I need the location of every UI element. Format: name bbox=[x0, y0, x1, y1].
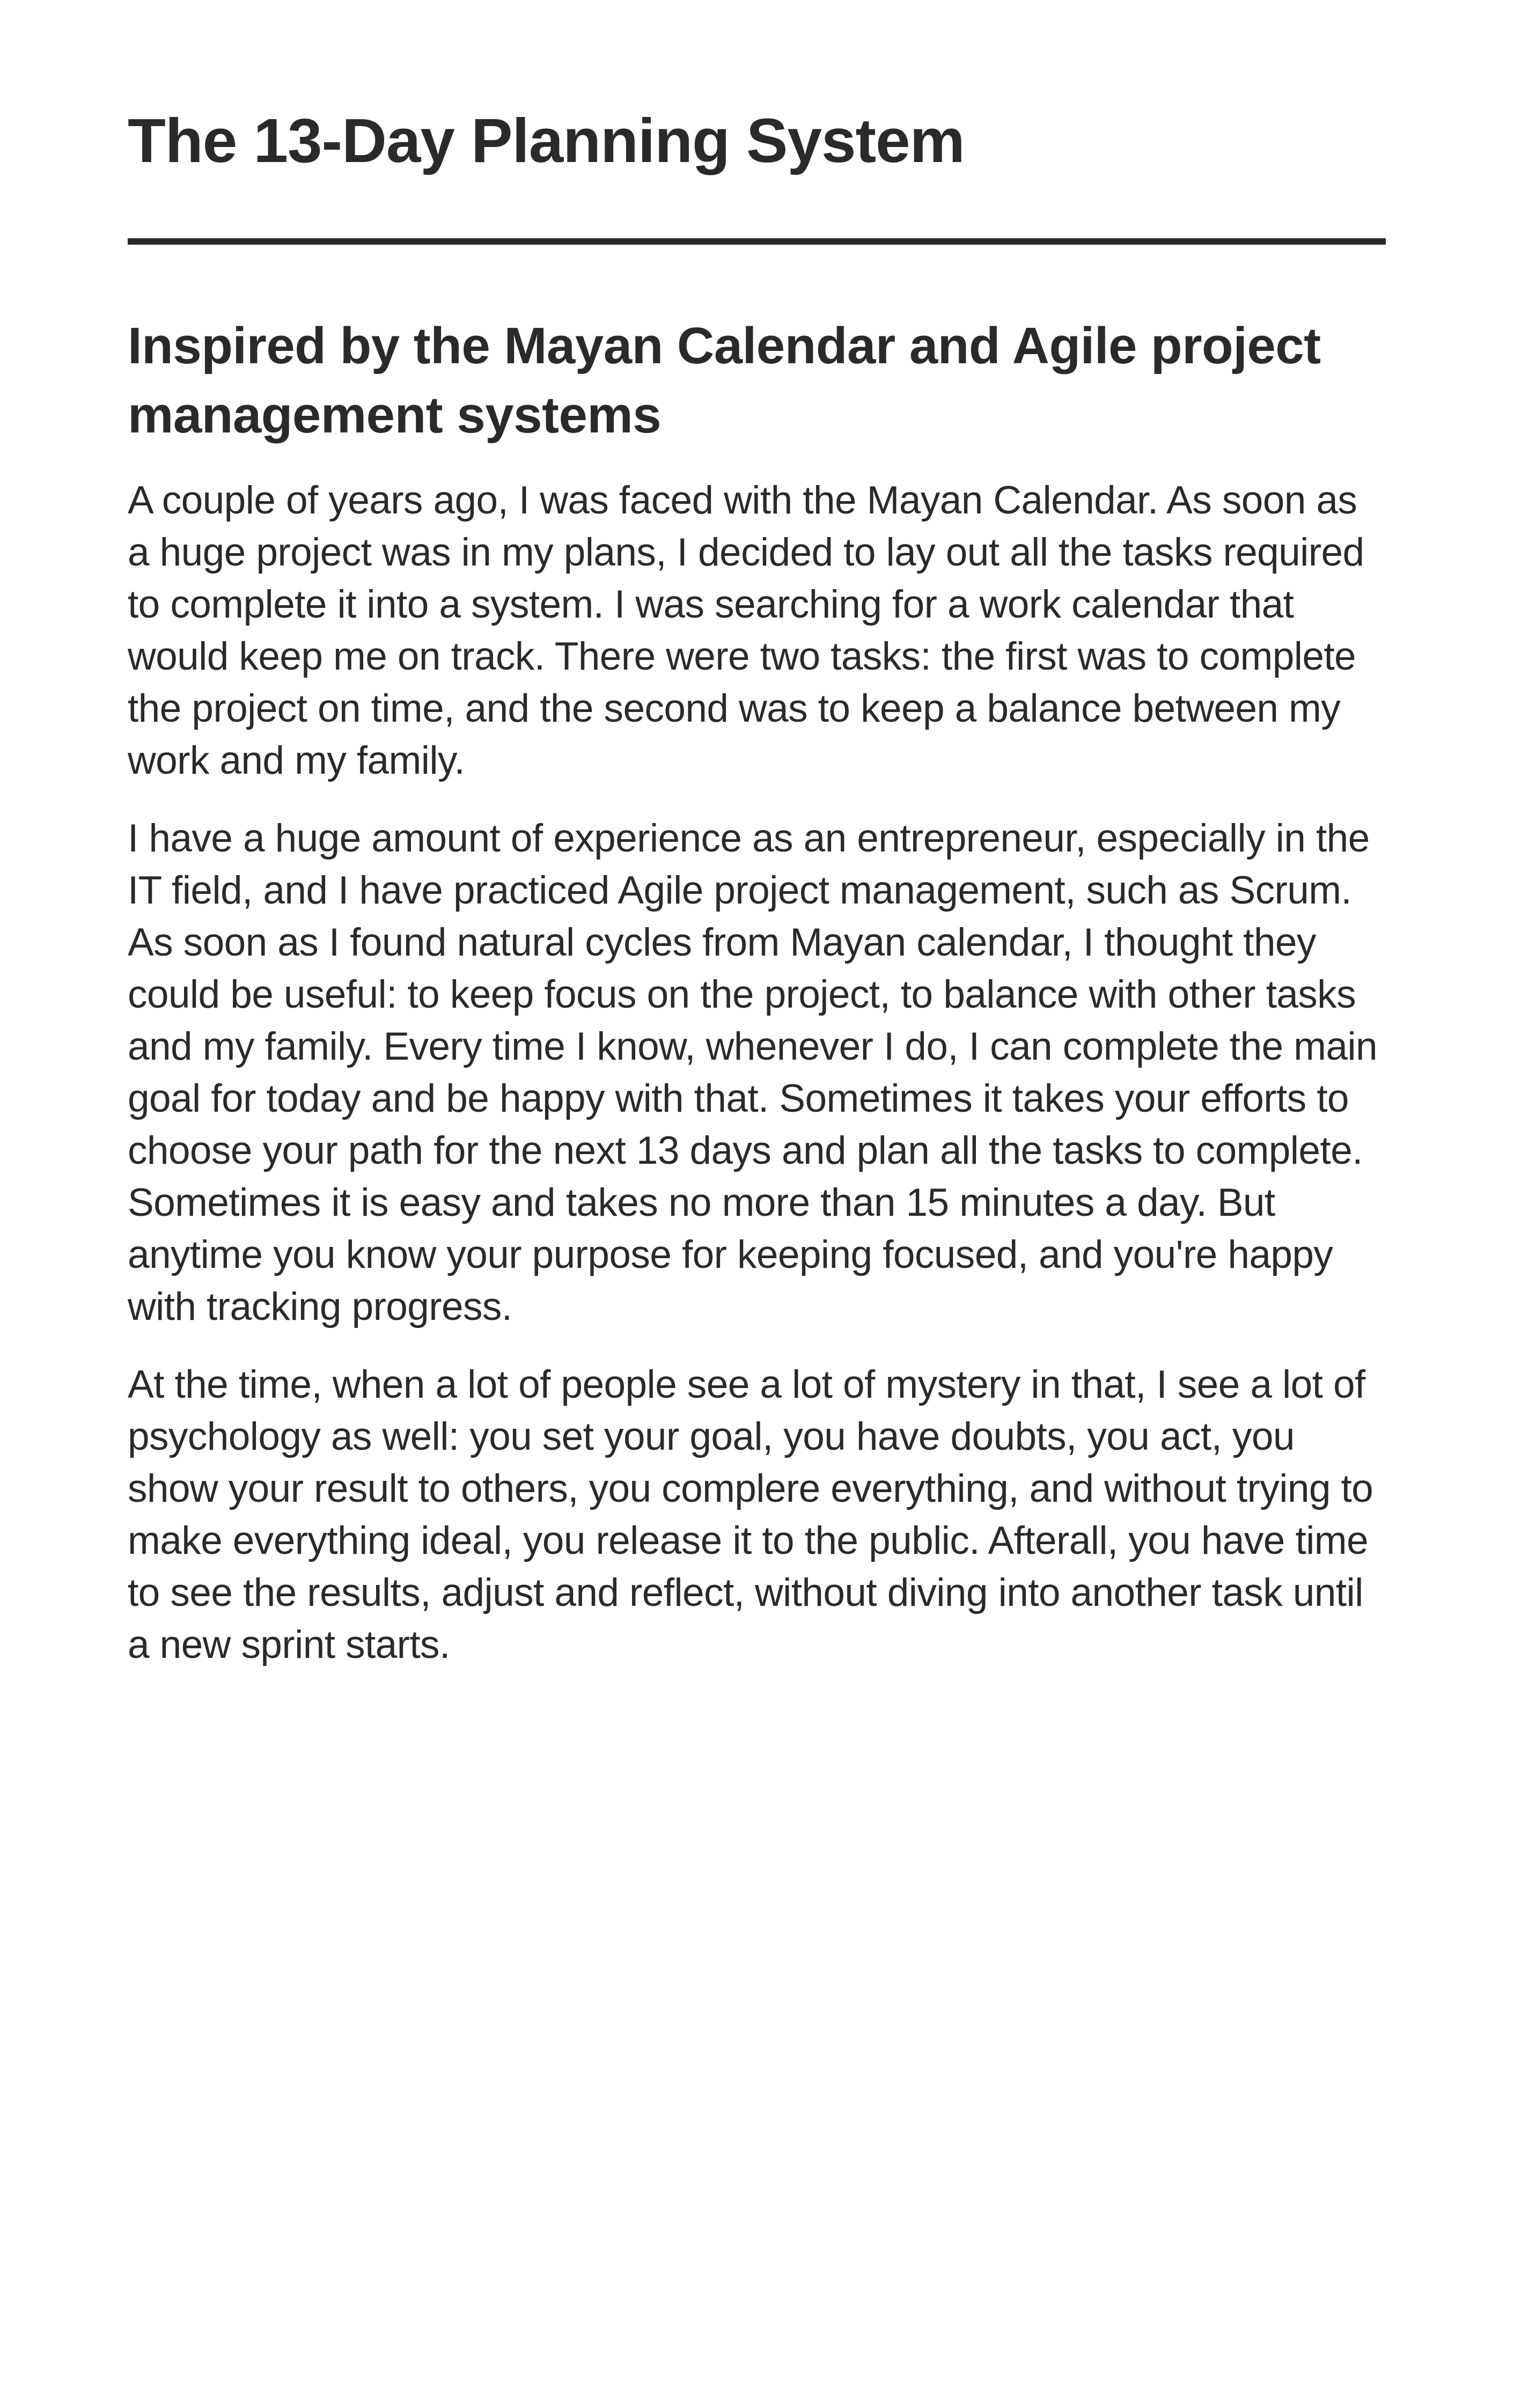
paragraph-3: At the time, when a lot of people see a lot of mystery in that, I see a lot of psychology as well: you set your goal, you have doubts, you act, you show your result to others, you complere everything, and without trying to make everything ideal, you release it to the public. Afterall, you have time to see the results, adjust and reflect, without diving into another task until a new sprint starts. bbox=[128, 1363, 1373, 1666]
section-heading: Inspired by the Mayan Calendar and Agile project management systems bbox=[128, 317, 1321, 444]
title-divider bbox=[128, 238, 1386, 245]
paragraph-2: I have a huge amount of experience as an entrepreneur, especially in the IT field, and I have practiced Agile project management, such as Scrum. As soon as I found natural cycles from Mayan calendar, I thought they could be useful: to keep focus on the project, to balance with other tasks and my family. Every time I know, whenever I do, I can complete the main goal for today and be happy with that. Sometimes it takes your efforts to choose your path for the next 13 days and plan all the tasks to complete. Sometimes it is easy and takes no more than 15 minutes a day. But anytime you know your purpose for keeping focused, and you're happy with tracking progress. bbox=[128, 817, 1377, 1328]
page-title: The 13-Day Planning System bbox=[128, 106, 965, 175]
body-text bbox=[128, 474, 1386, 1697]
paragraph-1: A couple of years ago, I was faced with the Mayan Calendar. As soon as a huge project was in my plans, I decided to lay out all the tasks required to complete it into a system. I was searching for a work calendar that would keep me on track. There were two tasks: the first was to complete the project on time, and the second was to keep a balance between my work and my family. bbox=[128, 479, 1364, 782]
